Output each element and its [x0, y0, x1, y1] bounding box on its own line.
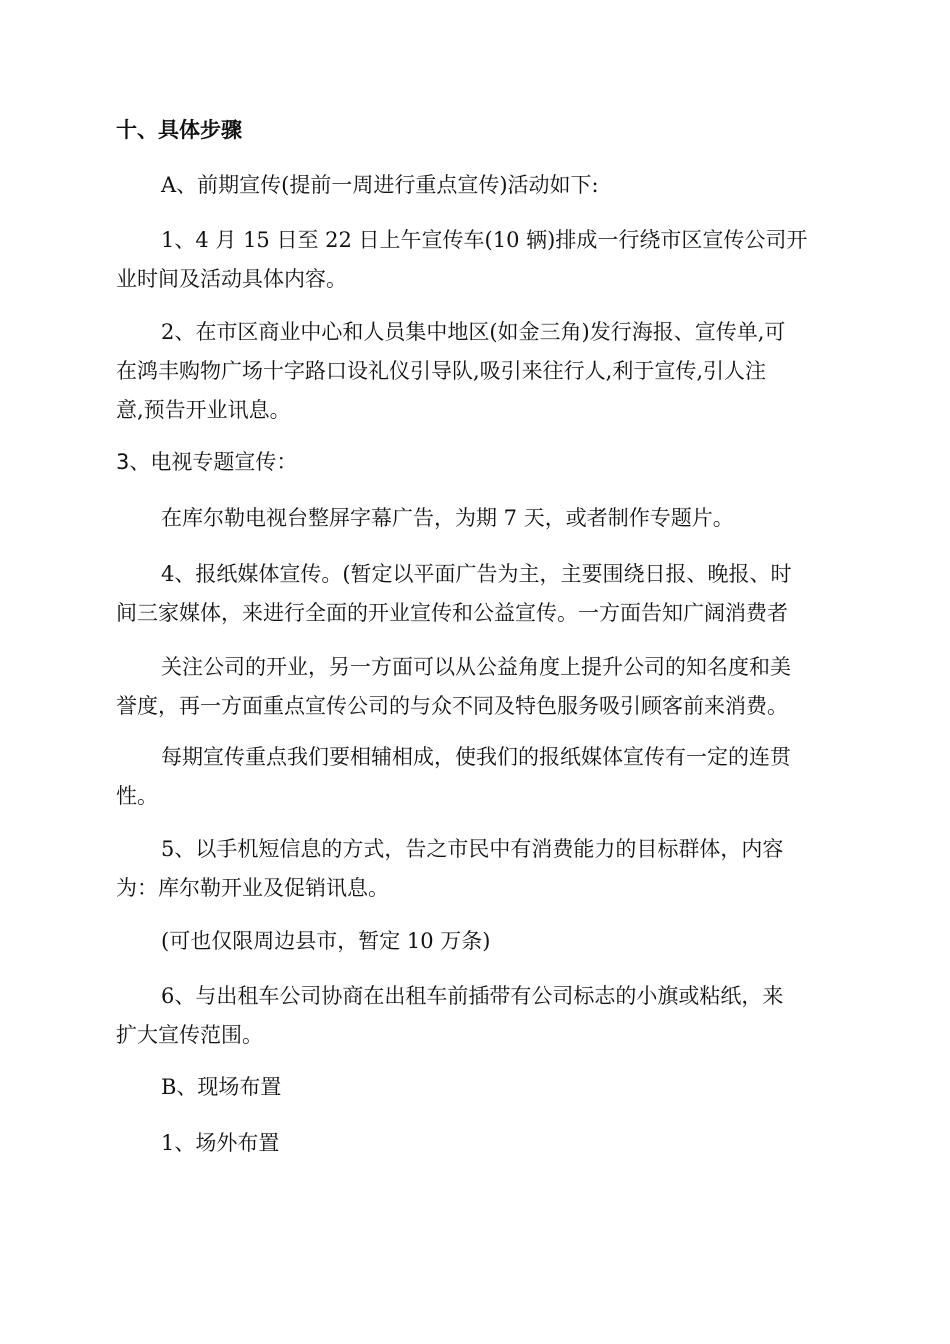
paragraph-3-body — [161, 499, 836, 538]
paragraph-4-continued — [116, 648, 836, 726]
text-line: (可也仅限周边县市，暂定 10 万条) — [161, 929, 491, 953]
section-heading: 十、具体步骤 — [116, 118, 242, 142]
text-line: 扩大宣传范围。 — [116, 1023, 263, 1047]
text-line: 每期宣传重点我们要相辅相成，使我们的报纸媒体宣传有一定的连贯 — [161, 745, 791, 769]
paragraph-a-intro — [116, 166, 836, 205]
text-line: 在库尔勒电视台整屏字幕广告，为期 7 天，或者制作专题片。 — [161, 506, 734, 530]
text-line: 3、电视专题宣传： — [116, 450, 298, 474]
text-line: B、现场布置 — [161, 1075, 282, 1099]
text-line: 1、场外布置 — [161, 1131, 280, 1155]
text-line: 在鸿丰购物广场十字路口设礼仪引导队,吸引来往行人,利于宣传,引人注 — [116, 359, 767, 383]
text-line: 意,预告开业讯息。 — [116, 398, 291, 422]
paragraph-2 — [116, 313, 836, 430]
text-line: A、前期宣传(提前一周进行重点宣传)活动如下: — [161, 173, 599, 197]
text-line: 为：库尔勒开业及促销讯息。 — [116, 876, 389, 900]
text-line: 业时间及活动具体内容。 — [116, 267, 347, 291]
paragraph-4 — [116, 555, 836, 633]
paragraph-4-continued-2 — [116, 738, 836, 816]
paragraph-1 — [116, 221, 836, 299]
paragraph-6 — [116, 977, 836, 1055]
text-line: 4、报纸媒体宣传。(暂定以平面广告为主，主要围绕日报、晚报、时 — [161, 562, 792, 586]
paragraph-b1 — [116, 1124, 836, 1163]
text-line: 誉度，再一方面重点宣传公司的与众不同及特色服务吸引顾客前来消费。 — [116, 694, 788, 718]
text-line: 关注公司的开业，另一方面可以从公益角度上提升公司的知名度和美 — [161, 655, 791, 679]
text-line: 6、与出租车公司协商在出租车前插带有公司标志的小旗或粘纸，来 — [161, 984, 784, 1008]
paragraph-5 — [116, 830, 836, 908]
text-line: 间三家媒体，来进行全面的开业宣传和公益宣传。一方面告知广阔消费者 — [116, 601, 788, 625]
text-line: 2、在市区商业中心和人员集中地区(如金三角)发行海报、宣传单,可 — [161, 320, 786, 344]
paragraph-b-title — [116, 1068, 836, 1107]
text-line: 5、以手机短信息的方式，告之市民中有消费能力的目标群体，内容 — [161, 837, 784, 861]
paragraph-5-note — [116, 922, 836, 961]
paragraph-3-title — [116, 443, 836, 482]
text-line: 性。 — [116, 784, 158, 808]
text-line: 1、4 月 15 日至 22 日上午宣传车(10 辆)排成一行绕市区宣传公司开 — [161, 228, 808, 252]
